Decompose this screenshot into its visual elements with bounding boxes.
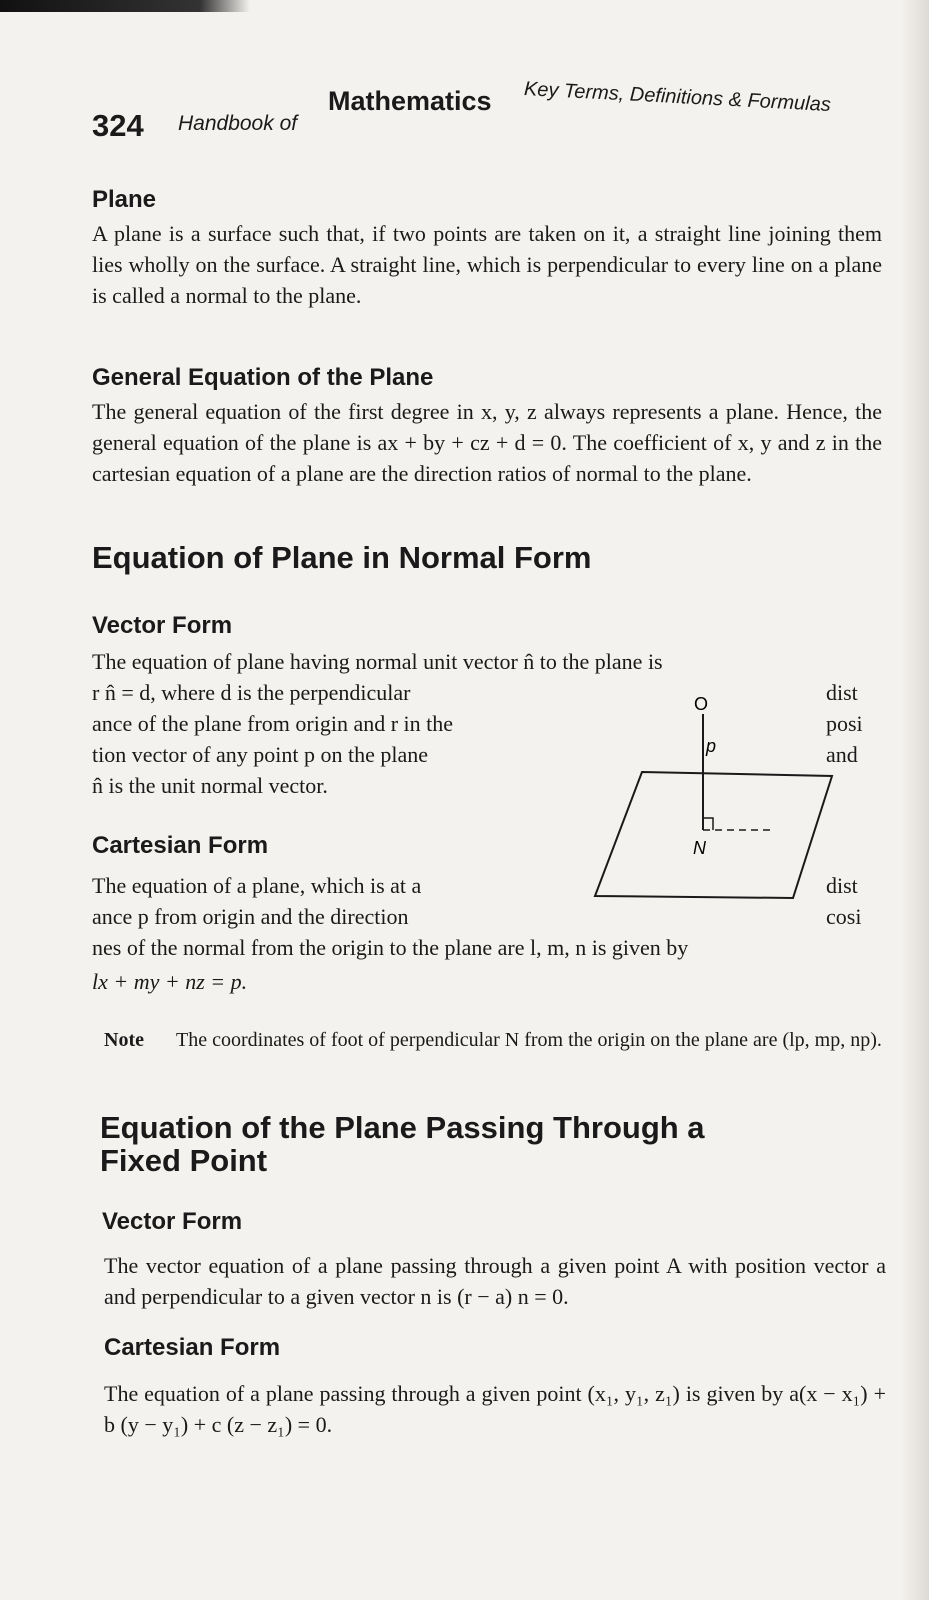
normal-cartesian-left-line: The equation of a plane, which is at a [92, 873, 422, 898]
right-angle-mark [703, 818, 713, 830]
distance-label: p [706, 736, 717, 756]
page-number: 324 [92, 108, 144, 143]
origin-label: O [694, 694, 709, 714]
foot-label: N [693, 838, 706, 858]
normal-vector-left-line: ance of the plane from origin and r in the [92, 711, 454, 736]
normal-vector-left-text [92, 677, 554, 801]
normal-vector-left-line: n̂ is the unit normal vector. [92, 773, 328, 798]
plane-parallelogram [595, 772, 832, 898]
normal-vector-right-word: posi [826, 711, 863, 736]
normal-cartesian-right-word: dist [826, 873, 858, 898]
fixed-point-heading-line1: Equation of the Plane Passing Through a [100, 1110, 705, 1145]
plane-heading: Plane [92, 186, 157, 213]
normal-cartesian-form-heading: Cartesian Form [92, 832, 269, 859]
normal-vector-form-heading: Vector Form [92, 612, 233, 639]
book-subtitle: Key Terms, Definitions & Formulas [523, 78, 832, 117]
general-equation-heading: General Equation of the Plane [92, 364, 434, 391]
page-top-shadow [0, 0, 250, 12]
fixed-vector-text: The vector equation of a plane passing through a given point A with position vector a and perpendicular to a given vector n is (r − a) n = 0. [104, 1253, 886, 1309]
normal-vector-right-word: dist [826, 680, 858, 705]
plane-section [92, 186, 882, 311]
note-text: The coordinates of foot of perpendicular N from the origin on the plane are (lp, mp, np). [176, 1029, 882, 1051]
normal-cartesian-line3: nes of the normal from the origin to the plane are l, m, n is given by [92, 935, 689, 960]
note-label: Note [104, 1029, 144, 1051]
book-prefix: Handbook of [178, 112, 298, 135]
normal-vector-left-line: r n̂ = d, where d is the perpendicular [92, 680, 411, 705]
general-equation-text: The general equation of the first degree in x, y, z always represents a plane. Hence, the general equation of the plane is ax + by + cz + d = 0. The coefficient of x, y and z in the cartesian equation of a plane are the direction ratios of normal to the plane. [92, 399, 882, 486]
normal-vector-left-line: tion vector of any point p on the plane [92, 742, 429, 767]
general-equation-section [92, 364, 882, 489]
fixed-vector-form-heading: Vector Form [102, 1208, 243, 1235]
fixed-point-heading-line2: Fixed Point [100, 1142, 268, 1178]
normal-cartesian-right-word: cosi [826, 904, 862, 929]
plane-normal-figure [585, 690, 845, 910]
fixed-cartesian-form-heading: Cartesian Form [104, 1334, 281, 1361]
normal-vector-line1: The equation of plane having normal unit vector n̂ to the plane is [92, 649, 663, 674]
normal-cartesian-left-line: ance p from origin and the direction [92, 904, 409, 929]
normal-vector-right-word: and [826, 742, 858, 767]
normal-form-heading: Equation of Plane in Normal Form [92, 540, 592, 575]
fixed-cartesian-text: The equation of a plane passing through a given point (x₁, y₁, z₁) is given by a(x − x₁) + b (y − y₁) + c (z − z₁) = 0. [104, 1381, 886, 1437]
normal-cartesian-left-text [92, 870, 554, 932]
normal-cartesian-line4: lx + my + nz = p. [92, 969, 248, 994]
page-header [92, 70, 892, 143]
page-edge-shadow [901, 0, 929, 1600]
book-title: Mathematics [328, 86, 492, 116]
fixed-point-heading [100, 1112, 890, 1177]
plane-text: A plane is a surface such that, if two points are taken on it, a straight line joining them lies wholly on the surface. A straight line, which is perpendicular to every line on a plane is called a normal to the plane. [92, 221, 882, 308]
